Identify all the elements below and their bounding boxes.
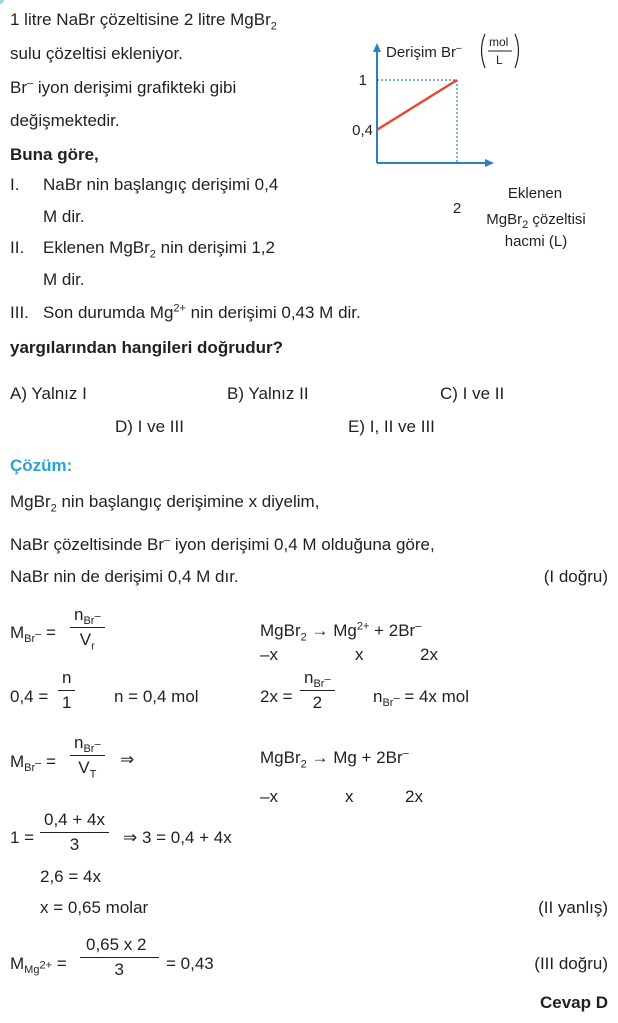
eq3-fraction: $n_{Br^-}$ 2: [300, 668, 335, 713]
solution-para-1: MgBr$_2$ nin başlangıç derişimine x diyelim,: [10, 492, 320, 515]
statement-2-cont: M dir.: [43, 270, 85, 289]
eq6: 2,6 = 4x: [40, 867, 101, 886]
y-axis-label: Derişim Br–: [386, 43, 462, 61]
reaction-1-coef-b: x: [355, 645, 364, 664]
x-axis-label-3: hacmi (L): [504, 233, 568, 250]
eq1-fraction: $n_{Br^-}$ $V_r$: [70, 605, 105, 650]
question-line-3: Br– iyon derişimi grafikteki gibi: [10, 77, 237, 97]
eq7: x = 0,65 molar: [40, 898, 149, 917]
unit-right-paren: [515, 34, 519, 68]
concentration-chart: [345, 28, 595, 258]
reaction-2-coef-b: x: [345, 787, 354, 806]
solution-para-3: NaBr nin de derişimi 0,4 M dır.: [10, 567, 239, 586]
eq3-rhs: $n_{Br^-} = 4x$ mol: [373, 687, 470, 710]
option-a[interactable]: A) Yalnız I: [10, 384, 87, 403]
unit-numerator: mol: [489, 35, 509, 49]
x-tick-2: 2: [452, 200, 462, 217]
option-c[interactable]: C) I ve II: [440, 384, 505, 403]
eq3-lhs: 2x =: [260, 687, 293, 706]
eq8-lhs: $M_{Mg^{2+}}$ =: [10, 954, 67, 977]
eq4-fraction: $n_{Br^-}$ $V_T$: [70, 733, 105, 778]
eq4-implies: ⇒: [120, 750, 135, 769]
unit-denominator: L: [496, 53, 503, 67]
y-axis-arrow: [373, 43, 381, 52]
reaction-1-coef-a: –x: [260, 645, 278, 664]
statement-1-text: NaBr nin başlangıç derişimi 0,4: [43, 175, 279, 194]
eq8-fraction: $\frac{0,65 x 2}{3}$: [80, 935, 159, 980]
answer: Cevap D: [539, 993, 608, 1012]
series-line: [377, 80, 457, 130]
reaction-2: MgBr$_2$ → Mg + 2Br–: [260, 747, 409, 771]
option-e[interactable]: E) I, II ve III: [348, 417, 435, 436]
question-ask: yargılarından hangileri doğrudur?: [10, 338, 283, 357]
reaction-2-coef-c: 2x: [405, 787, 423, 806]
y-tick-1: 1: [358, 72, 367, 89]
statement-3-number: III.: [10, 303, 29, 322]
statement-3-text: Son durumda $Mg^{2+}$ nin derişimi 0,43 M dir.: [43, 302, 361, 322]
question-line-2: sulu çözeltisi ekleniyor.: [10, 44, 183, 63]
question-line-4: değişmektedir.: [10, 111, 120, 130]
x-axis-label-2: MgBr$_2$ çözeltisi: [486, 211, 586, 231]
eq8-rhs: = 0,43: [166, 954, 214, 973]
corner-accent: [0, 0, 4, 4]
eq1-lhs: $M_{Br^-}$ =: [10, 623, 56, 646]
reaction-1: MgBr$_2$ → $Mg^{2+} + 2Br^-$: [260, 620, 422, 644]
reaction-1-coef-c: 2x: [420, 645, 438, 664]
reaction-2-coef-a: –x: [260, 787, 278, 806]
eq5-rhs: ⇒ 3 = 0,4 + 4x: [123, 828, 232, 847]
note-iii-dogru: (III doğru): [534, 954, 608, 973]
note-i-dogru: (I doğru): [543, 567, 608, 586]
solution-para-2: NaBr çözeltisinde Br– iyon derişimi 0,4 M olduğuna göre,: [10, 534, 435, 554]
option-d[interactable]: D) I ve III: [115, 417, 184, 436]
statement-2-number: II.: [10, 238, 25, 257]
note-ii-yanlis: (II yanlış): [538, 898, 608, 917]
statement-1-cont: M dir.: [43, 207, 85, 226]
eq2-fraction: $\frac{n}{1}$: [58, 668, 75, 713]
statement-2-text: Eklenen MgBr$_2$ nin derişimi 1,2: [43, 238, 275, 261]
eq2-rhs: n = 0,4 mol: [114, 687, 199, 706]
eq5-lhs: 1 =: [10, 828, 35, 847]
solution-heading: Çözüm:: [10, 456, 73, 475]
y-tick-0-4: 0,4: [352, 121, 373, 139]
buna-gore: Buna göre,: [10, 145, 99, 164]
question-line-1: 1 litre NaBr çözeltisine 2 litre MgBr$_2$: [10, 10, 277, 33]
option-b[interactable]: B) Yalnız II: [227, 384, 309, 403]
eq2-lhs: 0,4 =: [10, 687, 49, 706]
unit-left-paren: [482, 34, 486, 68]
x-axis-arrow: [485, 159, 494, 167]
statement-1-number: I.: [10, 175, 20, 194]
eq4-lhs: $M_{Br^-}$ =: [10, 752, 56, 775]
eq5-fraction: $\frac{0,4 + 4x}{3}$: [40, 810, 109, 855]
x-axis-label-1: Eklenen: [507, 185, 563, 202]
